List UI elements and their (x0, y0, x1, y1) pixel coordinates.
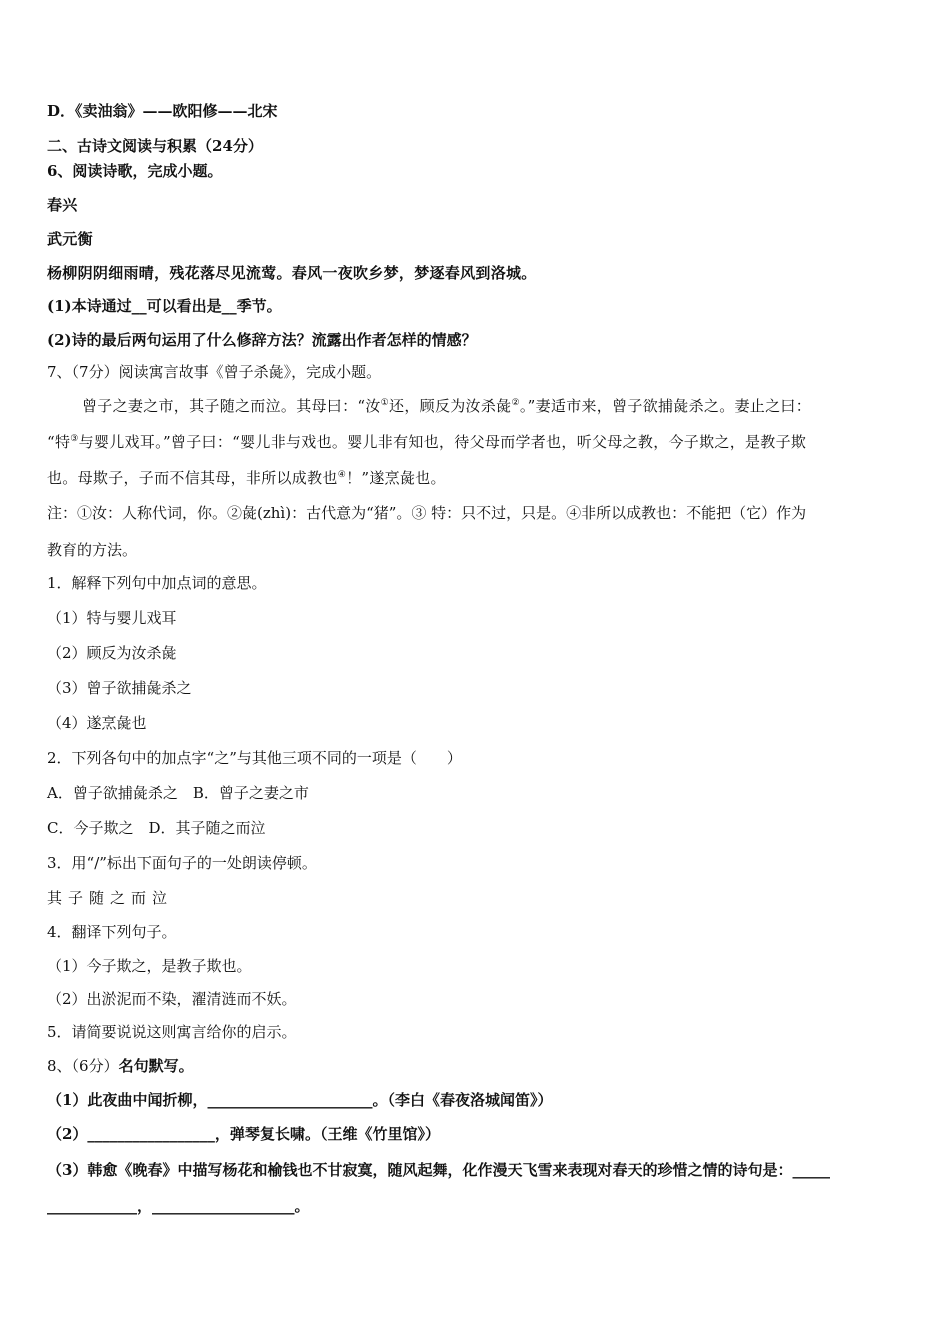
subquestion-3-sentence: 其子随之而泣 (47, 889, 174, 907)
question-8-item-3: （3）韩愈《晚春》中描写杨花和榆钱也不甘寂寞，随风起舞，化作漫天飞雪来表现对春天的珍惜之情的诗句是：_____ (47, 1161, 830, 1179)
note-marker-1: ① (380, 398, 390, 408)
option-d-line: D．《卖油翁》——欧阳修——北宋 (47, 102, 278, 120)
annotation-line-1: 注：①汝：人称代词，你。②彘(zhì)：古代意为“猪”。③ 特：只不过，只是。④非所以成教也：不能把（它）作为 (47, 504, 807, 522)
fable-text-line-3 (47, 468, 446, 488)
subquestion-2-options-cd: C．今子欺之 D．其子随之而泣 (47, 819, 266, 837)
note-marker-4: ④ (337, 470, 347, 480)
subquestion-3: 3．用“/”标出下面句子的一处朗读停顿。 (47, 854, 317, 872)
fable-text-segment: “特 (47, 433, 71, 451)
fable-text-segment: 曾子之妻之市，其子随之而泣。其母曰：“汝 (82, 397, 381, 415)
subquestion-1: 1．解释下列句中加点词的意思。 (47, 574, 267, 592)
subquestion-1-item-4: （4）遂烹彘也 (47, 714, 147, 732)
subquestion-2-options-ab: A．曾子欲捕彘杀之 B．曾子之妻之市 (47, 784, 309, 802)
note-marker-2: ② (511, 398, 520, 408)
question-6-1: (1)本诗通过__可以看出是__季节。 (47, 297, 282, 315)
poem-text: 杨柳阴阴细雨晴，残花落尽见流莺。春风一夜吹乡梦，梦逐春风到洛城。 (47, 264, 537, 282)
question-6-2: (2)诗的最后两句运用了什么修辞方法？流露出作者怎样的情感？ (47, 331, 477, 349)
question-7-title: 7、（7分）阅读寓言故事《曾子杀彘》，完成小题。 (47, 363, 382, 381)
fable-text-segment: 。”妻适市来，曾子欲捕彘杀之。妻止之曰： (519, 397, 811, 415)
subquestion-5: 5．请简要说说这则寓言给你的启示。 (47, 1023, 297, 1041)
note-marker-3: ③ (70, 434, 79, 444)
section-heading: 二、古诗文阅读与积累（24分） (47, 137, 263, 155)
question-8-item-3-blanks: ____________，___________________。 (47, 1197, 310, 1215)
subquestion-1-item-2: （2）顾反为汝杀彘 (47, 644, 177, 662)
fable-text-line-2 (47, 432, 806, 452)
poem-author: 武元衡 (47, 230, 93, 248)
fable-text-segment: 也。母欺子，子而不信其母，非所以成教也 (47, 469, 338, 487)
fable-text-segment: ！”遂烹彘也。 (346, 469, 446, 487)
subquestion-1-item-1: （1）特与婴儿戏耳 (47, 609, 177, 627)
subquestion-4-item-1: （1）今子欺之，是教子欺也。 (47, 957, 252, 975)
question-8-label: 名句默写。 (118, 1057, 194, 1075)
subquestion-4-item-2: （2）出淤泥而不染，濯清涟而不妖。 (47, 990, 297, 1008)
question-6-title: 6、阅读诗歌，完成小题。 (47, 162, 223, 180)
question-8-item-2: （2）_________________，弹琴复长啸。（王维《竹里馆》） (47, 1125, 440, 1143)
annotation-line-2: 教育的方法。 (47, 541, 138, 559)
poem-title: 春兴 (47, 196, 78, 214)
question-8-title (47, 1056, 194, 1076)
fable-text-segment: 还，顾反为汝杀彘 (389, 397, 512, 415)
subquestion-1-item-3: （3）曾子欲捕彘杀之 (47, 679, 192, 697)
question-8-item-1: （1）此夜曲中闻折柳，______________________。（李白《春夜洛城闻笛》） (47, 1091, 553, 1109)
subquestion-4: 4．翻译下列句子。 (47, 923, 177, 941)
fable-text-segment: 与婴儿戏耳。”曾子曰：“婴儿非与戏也。婴儿非有知也，待父母而学者也，听父母之教，今子欺之，是教子欺 (78, 433, 807, 451)
subquestion-2: 2．下列各句中的加点字“之”与其他三项不同的一项是（ ） (47, 749, 462, 767)
fable-text-line-1 (82, 396, 811, 416)
question-8-score: 8、（6分） (47, 1057, 119, 1075)
